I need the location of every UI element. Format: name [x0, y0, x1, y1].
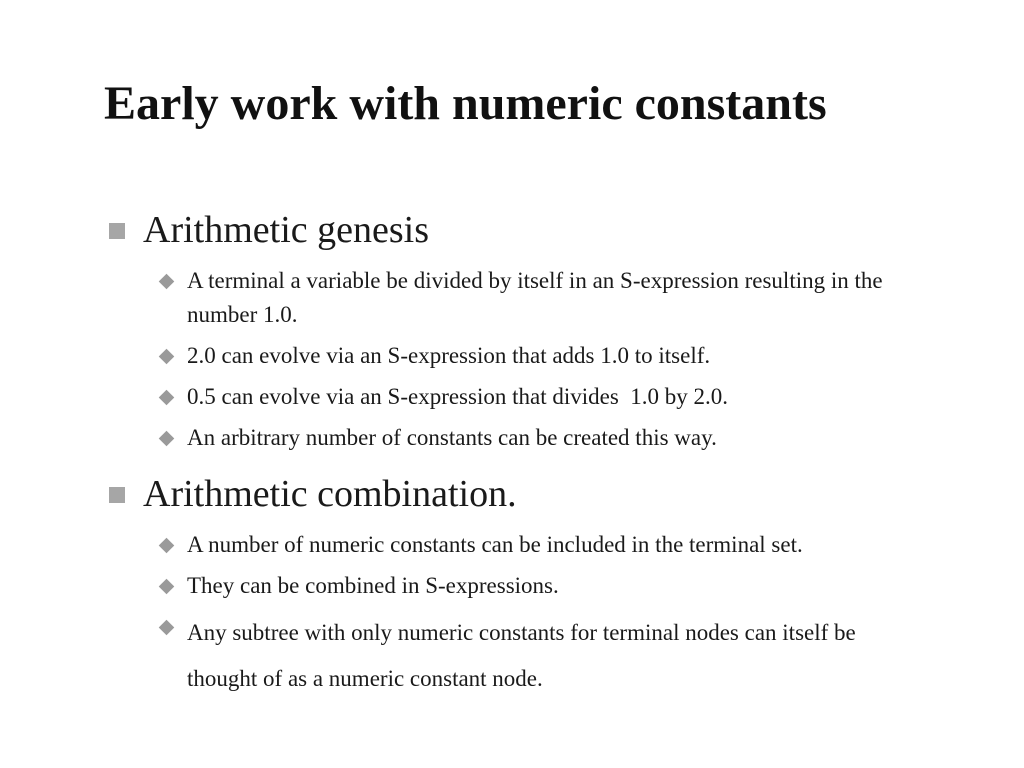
- list-item: Any subtree with only numeric constants for terminal nodes can itself be thought of as a numeric constant node.: [187, 620, 856, 691]
- diamond-bullet-icon: [159, 390, 175, 406]
- diamond-bullet-icon: [159, 620, 175, 636]
- slide-title: Early work with numeric constants: [104, 77, 827, 130]
- list-item: They can be combined in S-expressions.: [187, 573, 559, 598]
- diamond-bullet-icon: [159, 349, 175, 365]
- section-heading: Arithmetic combination.: [143, 473, 517, 515]
- diamond-bullet-icon: [159, 538, 175, 554]
- diamond-bullet-icon: [159, 431, 175, 447]
- list-item: A terminal a variable be divided by itself in an S-expression resulting in the number 1.0.: [187, 268, 883, 327]
- square-bullet-icon: [109, 223, 125, 239]
- list-item: 0.5 can evolve via an S-expression that divides 1.0 by 2.0.: [187, 384, 729, 409]
- section-heading: Arithmetic genesis: [143, 209, 429, 251]
- list-item: 2.0 can evolve via an S-expression that adds 1.0 to itself.: [187, 343, 711, 368]
- diamond-bullet-icon: [159, 274, 175, 290]
- diamond-bullet-icon: [159, 579, 175, 595]
- square-bullet-icon: [109, 487, 125, 503]
- list-item: A number of numeric constants can be included in the terminal set.: [187, 532, 803, 557]
- list-item: An arbitrary number of constants can be created this way.: [187, 425, 717, 450]
